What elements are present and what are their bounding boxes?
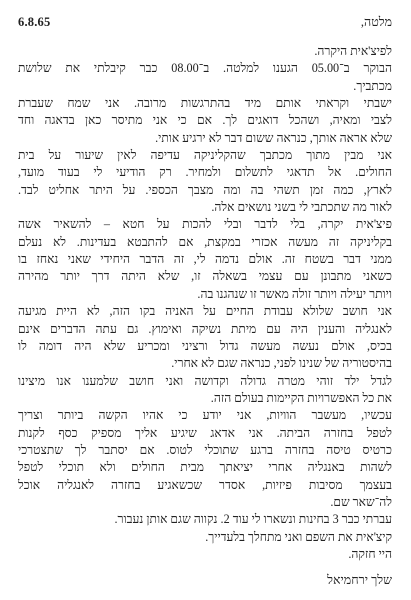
letter-line: לשהות באנגליה אחרי יציאתך מבית החולים ולא תוכלי לטפל [18, 460, 392, 475]
letter-line: קיצ'אית את השפם ואני מתחלך בלעדייך. [205, 529, 392, 544]
letter-line: בכיס, אולם נעשה מעשה גדול ורציני ומכריע שלא היה דומה לו [18, 338, 392, 353]
letter-line: לפיצ'אית היקרה. [314, 44, 392, 58]
letter-line: לה־שאר שם. [330, 494, 392, 509]
letter-line: בקליניקה זה מעשה אכזרי במקצת, אם להתבטא בעדינות. לא נעלם [18, 234, 392, 249]
letter-line: בהיסטוריה של שנינו לפני, כנראה שגם לא אחרי. [171, 356, 392, 371]
letter-line: לאנגליה והענין היה עם מיתת נשיקה ואימוץ. גם עתה הדברים אינם [18, 321, 392, 336]
letter-line: לטפל בחזרה הביתה. אני אדאג שיגיע אליך מספיק כסף לקנות [18, 425, 392, 440]
letter-line: היי חזקה. [348, 546, 392, 561]
letter-line: את כל האפשרויות הקיימות בעולם הזה. [210, 390, 392, 405]
letter-line: הבוקר ב־05.00 הגענו למלטה. ב־08.00 כבר קיבלתי את שלושת [18, 61, 392, 76]
letter-line: ישבתי וקראתי אותם מיד בהתרגשות מרובה. אני שמח שעברת [18, 96, 392, 111]
letter-date: 6.8.65 [18, 15, 51, 29]
letter-line: עכשיו, מעשבר הוויות, אני יודע כי אהיו הקשה ביותר וצריך [18, 408, 392, 423]
letter-line: לגדל ילד זוהי מטרה גדולה וקדושה ואני חושב שלמענו אנו מיצינו [18, 373, 392, 388]
letter-line: אני חושב שלולא עבודת החיים על האניה בקו הזה, לא היית מגיעה [18, 304, 392, 319]
letter-line: כרטיס טיסה בחזרה ברגע שתוכלי לטוס. אם יסתבר לך שתצטרכי [18, 442, 392, 457]
letter-body [18, 43, 392, 563]
letter-line: ויותר יעילה ויותר זולה מאשר זו שנהגנו בה. [197, 286, 392, 301]
letter-line: מכתביך. [353, 78, 392, 93]
letter-line: לארץ, כמה זמן תשהי בה ומה מצבך הכספי. על היתר אחליט לבד. [18, 182, 392, 197]
letter-line: החולים. אל תדאגי לתשלום ולמחיר. רק הודיעי לי בעוד מועד, [18, 165, 392, 180]
letter-line: פיצ'אית יקרה, בלי לדבר ובלי להכות על חטא – להשאיר אשה [18, 217, 392, 232]
letter-line: עברתי כבר 3 בחינות ונשארו לי עוד 2. נקווה שגם אותן נעבור. [114, 512, 392, 527]
letter-dateline [18, 14, 392, 30]
letter-line: אני מבין מתוך מכתבך שהקליניקה עדיפה לאין שיעור על בית [18, 148, 392, 163]
letter-line: כשאני מתבונן עם עצמי בשאלה זו, שלא היתה דרך יותר מהירה [18, 269, 392, 284]
letter-line: בעצמך מסיבות פיזיות, אסדר שכשאגיע בחזרה לאנגליה אוכל [18, 477, 392, 492]
letter-line: שלא אראה אותך, כנראה ששום דבר לא ירגיע אותי. [155, 130, 392, 145]
letter-line: לצבי ומאיה, ושהכל דואגים לך. אם כי אני מתיסר כאן בדאגה וחד [18, 113, 392, 128]
letter-signature: שלך ירחמיאל [327, 573, 392, 587]
letter-line: ממני דבר בשטח זה. אולם נדמה לי, זה הדבר היחידי שאני נאחז בו [18, 252, 392, 267]
letter-place: מלטה, [360, 15, 392, 29]
letter-line: לאור מה שתכתבי לי בשני נושאים אלה. [211, 200, 392, 215]
